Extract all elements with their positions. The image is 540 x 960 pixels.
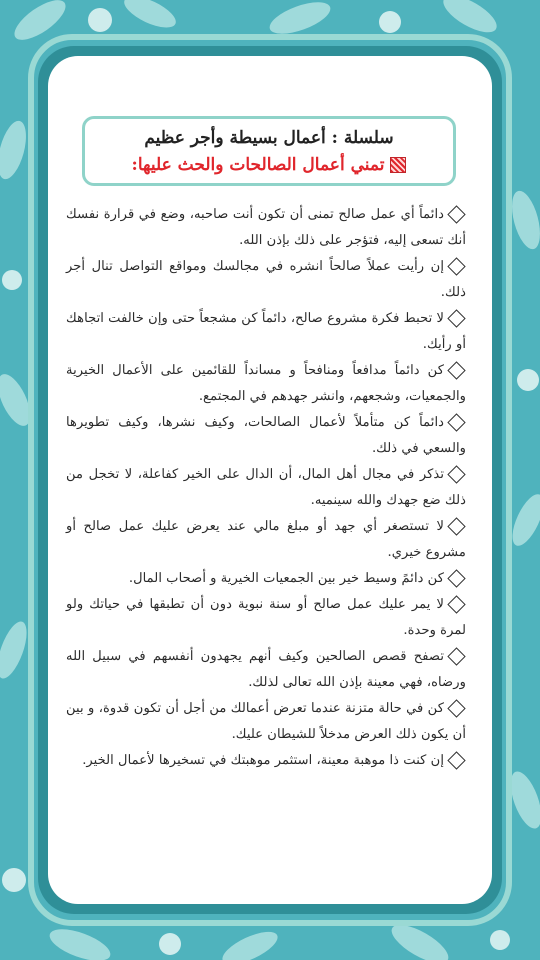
diamond-outline-icon (447, 569, 465, 587)
list-item: لا تستصغر أي جهد أو مبلغ مالي عند يعرض عليك عمل صالح أو مشروع خيري. (66, 519, 466, 560)
diamond-outline-icon (447, 595, 465, 613)
tips-list (66, 202, 466, 774)
list-item: دائماً أي عمل صالح تمنى أن تكون أنت صاحبه، وضع في قرارة نفسك أنك تسعى إليه، فتؤجر على ذلك بإذن الله. (66, 207, 466, 248)
list-item: إن رأيت عملاً صالحاً انشره في مجالسك ومواقع التواصل تنال أجر ذلك. (66, 259, 466, 300)
series-title: سلسلة : أعمال بسيطة وأجر عظيم (144, 128, 394, 148)
list-item: لا يمر عليك عمل صالح أو سنة نبوية دون أن تطبقها في حياتك ولو لمرة وحدة. (66, 597, 466, 638)
list-item: كن دائمً وسيط خير بين الجمعيات الخيرية و أصحاب المال. (66, 566, 466, 592)
hatched-square-icon (390, 157, 406, 173)
diamond-outline-icon (447, 205, 465, 223)
diamond-outline-icon (447, 699, 465, 717)
list-item: كن في حالة متزنة عندما تعرض أعمالك من أجل أن تكون قدوة، و بين أن يكون ذلك العرض مدخلاً للشيطان عليك. (66, 701, 466, 742)
diamond-outline-icon (447, 647, 465, 665)
diamond-outline-icon (447, 413, 465, 431)
topic-heading (85, 153, 453, 177)
diamond-outline-icon (447, 465, 465, 483)
topic-title: تمني أعمال الصالحات والحث عليها: (131, 155, 385, 175)
diamond-outline-icon (447, 257, 465, 275)
list-item: لا تحبط فكرة مشروع صالح، دائماً كن مشجعاً حتى وإن خالفت اتجاهك أو رأيك. (66, 311, 466, 352)
diamond-outline-icon (447, 361, 465, 379)
list-item: كن دائماً مدافعاً ومنافحاً و مسانداً للقائمين على الأعمال الخيرية والجمعيات، وشجعهم، وانشر جهدهم في المجتمع. (66, 363, 466, 404)
list-item: إن كنت ذا موهبة معينة، استثمر موهبتك في تسخيرها لأعمال الخير. (66, 748, 466, 774)
list-item: دائماً كن متأملاً لأعمال الصالحات، وكيف نشرها، وكيف تطويرها والسعي في ذلك. (66, 415, 466, 456)
list-item: تصفح قصص الصالحين وكيف أنهم يجهدون أنفسهم في سبيل الله ورضاه، فهي معينة بإذن الله تعالى لذلك. (66, 649, 466, 690)
list-item: تذكر في مجال أهل المال، أن الدال على الخير كفاعلة، لا تخجل من ذلك ضع جهدك والله سينميه. (66, 467, 466, 508)
diamond-outline-icon (447, 309, 465, 327)
title-box (82, 116, 456, 186)
diamond-outline-icon (447, 751, 465, 769)
diamond-outline-icon (447, 517, 465, 535)
